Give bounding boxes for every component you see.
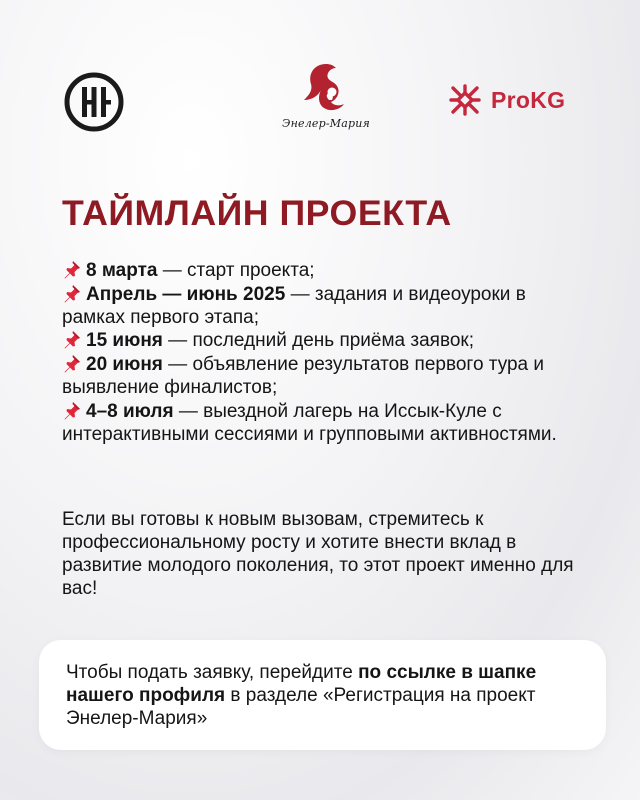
cta-text-before: Чтобы подать заявку, перейдите xyxy=(66,662,359,683)
timeline-text: — старт проекта; xyxy=(157,260,315,281)
timeline-item xyxy=(62,400,582,447)
ihg-circle-logo-icon xyxy=(62,70,126,134)
timeline-item xyxy=(62,283,582,330)
pushpin-icon xyxy=(62,400,82,420)
pushpin-icon xyxy=(62,283,82,303)
prokg-logo xyxy=(447,80,565,120)
timeline-item xyxy=(62,353,582,400)
mother-child-logo-icon xyxy=(296,60,356,114)
pushpin-icon xyxy=(62,353,82,373)
timeline-date: 4–8 июля xyxy=(86,400,174,422)
application-info-card xyxy=(39,640,606,750)
timeline-item xyxy=(62,329,582,353)
timeline-item xyxy=(62,259,582,283)
prokg-logo-text: ProKG xyxy=(491,86,566,113)
eneler-maria-logo xyxy=(276,60,376,136)
timeline-text: — последний день приёма заявок; xyxy=(162,330,474,352)
timeline-date: 8 марта xyxy=(86,260,158,281)
application-info-text xyxy=(66,661,591,730)
timeline-date: 15 июня xyxy=(86,330,163,352)
pushpin-icon xyxy=(62,259,82,279)
timeline-text: — задания и видеоуроки в рамках первого этапа; xyxy=(62,283,526,328)
timeline-text: — выездной лагерь на Иссык-Куле с интерактивными сессиями и групповыми активностями. xyxy=(62,400,557,445)
pushpin-icon xyxy=(62,329,82,349)
page-title: ТАЙМЛАЙН ПРОЕКТА xyxy=(62,194,452,233)
timeline-date: 20 июня xyxy=(86,354,163,376)
profile-link-hint: по ссылке в шапке нашего профиля xyxy=(66,662,537,706)
timeline-list xyxy=(62,259,582,446)
cta-text-after: в разделе «Регистрация на проект Энелер-Мария» xyxy=(66,685,536,729)
prokg-knot-logo-icon xyxy=(447,82,483,118)
timeline-text: — объявление результатов первого тура и выявление финалистов; xyxy=(62,354,545,398)
logo-row xyxy=(0,60,640,140)
call-to-action-paragraph: Если вы готовы к новым вызовам, стремитесь к профессиональному росту и хотите внести вклад в развитие молодого поколения, то этот проект именно для вас! xyxy=(62,509,574,599)
eneler-maria-logo-text: Энелер-Мария xyxy=(281,117,371,130)
timeline-date: Апрель — июнь 2025 xyxy=(86,283,286,305)
